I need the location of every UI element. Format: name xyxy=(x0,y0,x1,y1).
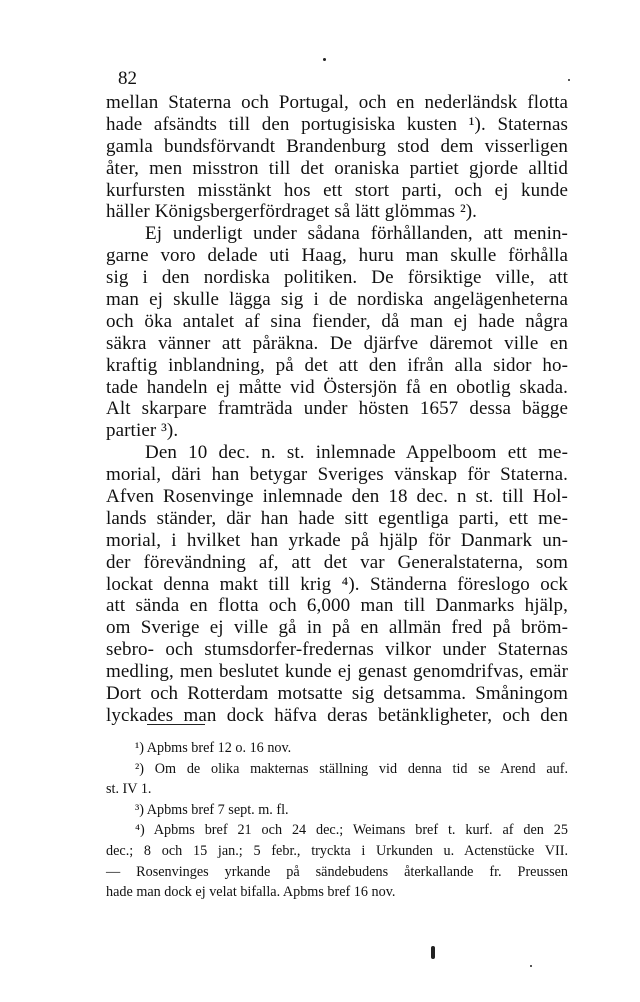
ink-speck xyxy=(431,946,435,959)
text-line: att sända en flotta och 6,000 man till Danmarks hjälp, xyxy=(106,595,568,617)
text-line: säkra vänner att påräkna. De djärfve däremot ville en xyxy=(106,332,568,354)
text-line: gamla bundsförvandt Brandenburg stod dem visserligen xyxy=(106,135,568,157)
text-line: kraftig inblandning, på det att den ifrån alla sidor ho- xyxy=(106,354,568,376)
ink-speck xyxy=(323,58,326,61)
text-line: sebro- och stumsdorfer-fredernas vilkor under Staternas xyxy=(106,639,568,661)
footnote-line: ⁴) Apbms bref 21 och 24 dec.; Weimans bref t. kurf. af den 25 xyxy=(135,822,568,839)
text-line: hade afsändts till den portugisiska kusten ¹). Staternas xyxy=(106,113,568,135)
ink-speck xyxy=(530,965,532,967)
text-line: lockat denna makt till krig ⁴). Ständerna föreslogo ock xyxy=(106,573,568,595)
footnotes xyxy=(106,738,568,903)
text-line: medling, men beslutet kunde ej genast genomdrifvas, emär xyxy=(106,661,568,683)
text-line: åter, men misstron till det oraniska partiet gjorde alltid xyxy=(106,157,568,179)
footnote-line: ²) Om de olika makternas ställning vid denna tid se Arend auf. xyxy=(135,760,568,777)
text-line: kurfursten misstänkt hos ett stort parti, och ej kunde xyxy=(106,179,568,201)
text-line: Alt skarpare framträda under hösten 1657 dessa bägge xyxy=(106,398,568,420)
text-line: Dort och Rotterdam motsatte sig detsamma. Småningom xyxy=(106,683,568,705)
body-text xyxy=(106,92,568,727)
text-line: sig i den nordiska politiken. De försiktige ville, att xyxy=(106,267,568,289)
text-line: Afven Rosenvinge inlemnade den 18 dec. n st. till Hol- xyxy=(106,486,568,508)
text-line: man ej skulle lägga sig i de nordiska angelägenheterna xyxy=(106,289,568,311)
ink-speck xyxy=(568,79,570,81)
text-line: der förevändning af, att det var Generalstaterna, som xyxy=(106,551,568,573)
text-line: och öka antalet af sina fiender, då man ej hade några xyxy=(106,310,568,332)
text-line: lyckades man dock häfva deras betänkligheter, och den xyxy=(106,704,568,726)
text-line: häller Königsbergerfördraget så lätt glömmas ²). xyxy=(106,201,478,223)
text-line: mellan Staterna och Portugal, och en nederländsk flotta xyxy=(106,92,568,113)
text-line: morial, däri han betygar Sveriges vänskap för Staterna. xyxy=(106,464,568,486)
footnote-line: ¹) Apbms bref 12 o. 16 nov. xyxy=(135,740,292,756)
text-line: garne voro delade uti Haag, huru man skulle förhålla xyxy=(106,245,568,267)
text-line: om Sverige ej ville gå in på en allmän fred på bröm- xyxy=(106,617,568,639)
footnote-line: — Rosenvinges yrkande på sändebudens återkallande fr. Preussen xyxy=(106,863,568,880)
footnote-line: hade man dock ej velat bifalla. Apbms bref 16 nov. xyxy=(106,884,396,901)
footnote-line: ³) Apbms bref 7 sept. m. fl. xyxy=(135,801,289,818)
footnote-separator xyxy=(147,724,205,725)
text-line: morial, i hvilket han yrkade på hjälp för Danmark un- xyxy=(106,529,568,551)
page-number: 82 xyxy=(118,68,137,89)
footnote-line: dec.; 8 och 15 jan.; 5 febr., tryckta i Urkunden u. Actenstücke VII. xyxy=(106,842,568,859)
text-line: Ej underligt under sådana förhållanden, att menin- xyxy=(145,223,568,245)
text-line: Den 10 dec. n. st. inlemnade Appelboom ett me- xyxy=(145,442,568,464)
text-line: partier ³). xyxy=(106,420,179,442)
text-line: lands ständer, där han hade sitt egentliga parti, ett me- xyxy=(106,507,568,529)
footnote-line: st. IV 1. xyxy=(106,781,152,798)
text-line: tade handeln ej måtte vid Östersjön få en obotlig skada. xyxy=(106,376,568,398)
